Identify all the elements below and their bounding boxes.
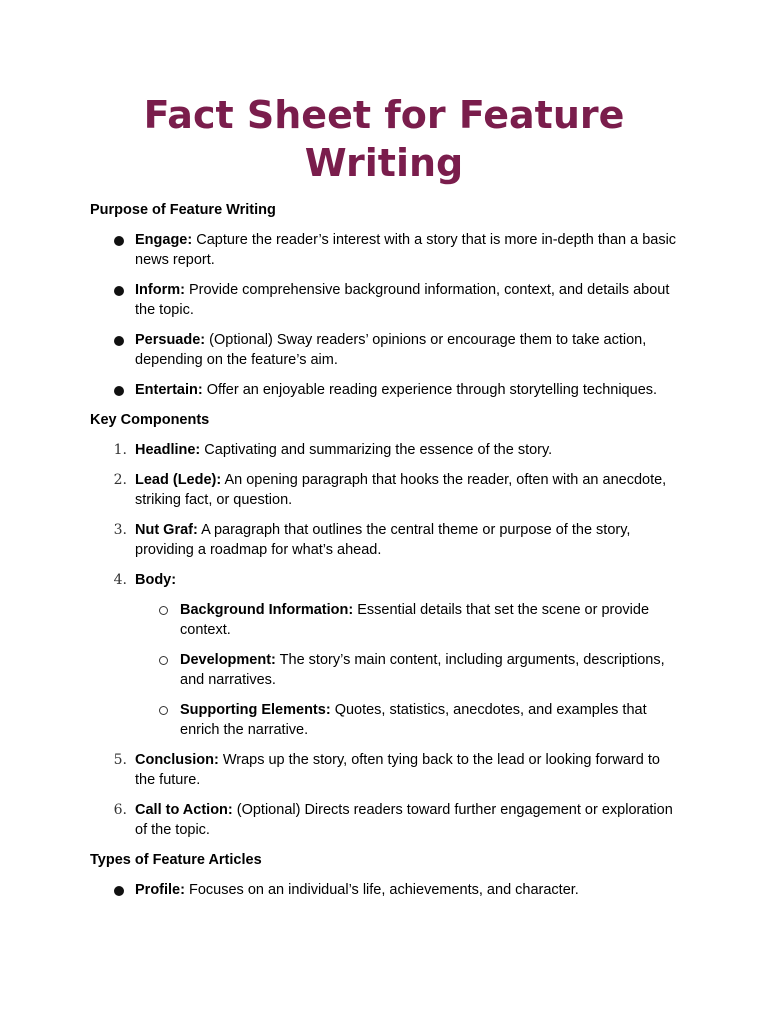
item-term: Lead (Lede): <box>135 472 222 488</box>
list-item <box>90 380 680 400</box>
section-heading-types: Types of Feature Articles <box>90 852 262 868</box>
document-body <box>90 200 680 900</box>
list-item <box>90 470 680 510</box>
bullet-icon <box>114 236 124 246</box>
bullet-icon <box>114 336 124 346</box>
components-list <box>90 440 680 840</box>
item-number: 4. <box>113 572 127 588</box>
item-text: An opening paragraph that hooks the reader, often with an anecdote, striking fact, or question. <box>135 472 667 508</box>
item-number: 5. <box>113 752 127 768</box>
list-item <box>90 330 680 370</box>
item-number: 3. <box>113 522 127 538</box>
list-item <box>90 800 680 840</box>
sub-list-item <box>90 700 680 740</box>
hollow-bullet-icon <box>159 656 168 665</box>
item-term: Nut Graf: <box>135 522 198 538</box>
list-item <box>90 750 680 790</box>
list-item <box>90 880 680 900</box>
item-term: Body: <box>135 572 177 588</box>
item-term: Entertain: <box>135 382 203 398</box>
hollow-bullet-icon <box>159 606 168 615</box>
item-text: Wraps up the story, often tying back to the lead or looking forward to the future. <box>135 752 660 788</box>
item-text: (Optional) Directs readers toward further engagement or exploration of the topic. <box>135 802 673 838</box>
item-term: Headline: <box>135 442 201 458</box>
hollow-bullet-icon <box>159 706 168 715</box>
bullet-icon <box>114 386 124 396</box>
item-text: The story’s main content, including arguments, descriptions, and narratives. <box>180 652 665 688</box>
item-number: 2. <box>113 472 127 488</box>
item-term: Persuade: <box>135 332 206 348</box>
item-number: 6. <box>113 802 127 818</box>
item-text: A paragraph that outlines the central theme or purpose of the story, providing a roadmap for what’s ahead. <box>135 522 631 558</box>
list-item <box>90 230 680 270</box>
list-item <box>90 520 680 560</box>
list-item <box>90 570 680 740</box>
bullet-icon <box>114 286 124 296</box>
item-number: 1. <box>113 442 127 458</box>
item-term: Supporting Elements: <box>180 702 331 718</box>
types-list <box>90 880 680 900</box>
list-item <box>90 440 680 460</box>
bullet-icon <box>114 886 124 896</box>
item-term: Inform: <box>135 282 185 298</box>
item-text: Essential details that set the scene or provide context. <box>180 602 650 638</box>
section-heading-purpose: Purpose of Feature Writing <box>90 202 276 218</box>
body-sublist <box>135 600 680 740</box>
item-text: Offer an enjoyable reading experience through storytelling techniques. <box>206 382 658 398</box>
section-heading-components: Key Components <box>90 412 210 428</box>
item-text: Focuses on an individual’s life, achievements, and character. <box>188 882 579 898</box>
list-item <box>90 280 680 320</box>
item-text: Quotes, statistics, anecdotes, and examples that enrich the narrative. <box>180 702 647 738</box>
item-text: Capture the reader’s interest with a story that is more in-depth than a basic news report. <box>135 232 677 268</box>
sub-list-item <box>90 650 680 690</box>
page-title: Fact Sheet for Feature Writing <box>143 93 625 185</box>
item-term: Conclusion: <box>135 752 219 768</box>
item-text: Provide comprehensive background information, context, and details about the topic. <box>135 282 670 318</box>
item-term: Development: <box>180 652 276 668</box>
purpose-list <box>90 230 680 400</box>
item-term: Engage: <box>135 232 193 248</box>
item-term: Profile: <box>135 882 185 898</box>
item-text: (Optional) Sway readers’ opinions or encourage them to take action, depending on the feature’s aim. <box>135 332 647 368</box>
sub-list-item <box>90 600 680 640</box>
item-text: Captivating and summarizing the essence of the story. <box>204 442 553 458</box>
item-term: Background Information: <box>180 602 354 618</box>
item-term: Call to Action: <box>135 802 233 818</box>
